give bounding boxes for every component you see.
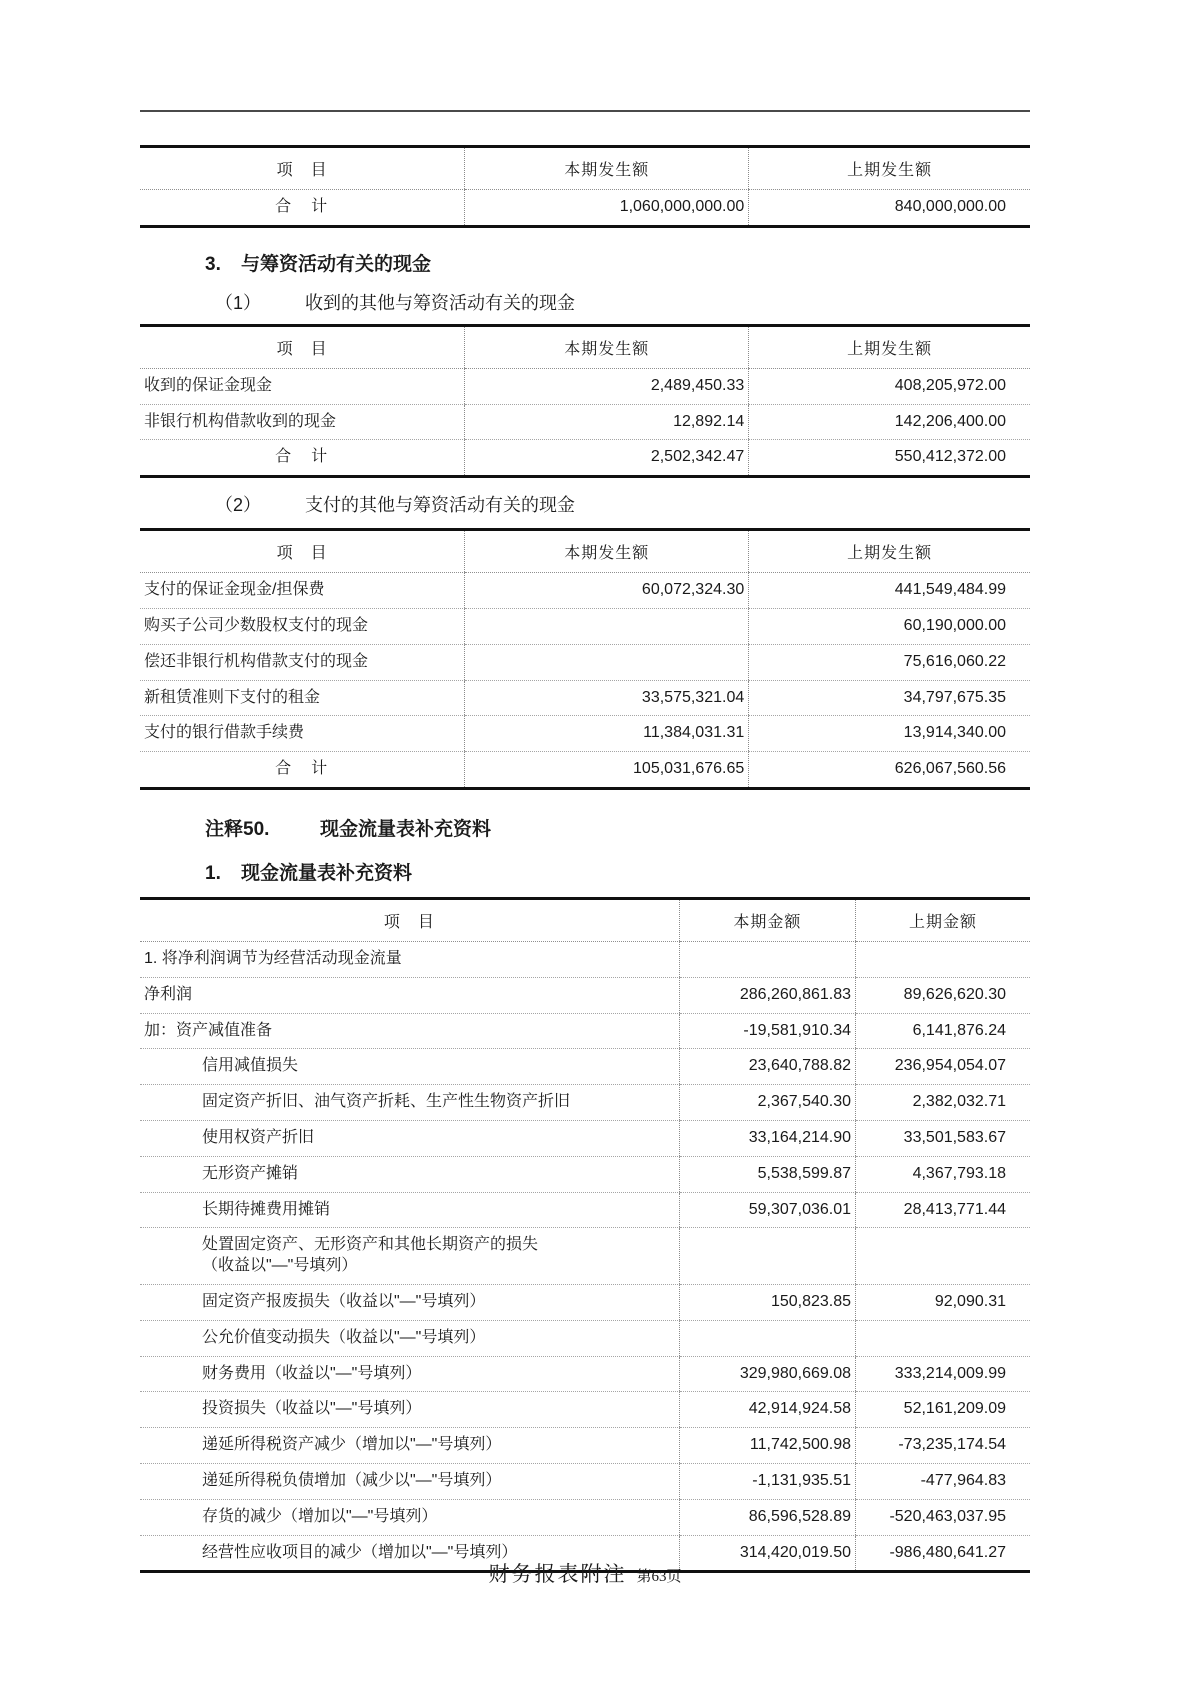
table-row [140,752,1030,789]
column-header: 本期发生额 [465,325,749,368]
item-label: 支付的保证金现金/担保费 [140,573,465,609]
current-period-amount: 5,538,599.87 [679,1156,855,1192]
item-label: 1. 将净利润调节为经营活动现金流量 [140,941,679,977]
prior-period-amount: 2,382,032.71 [856,1085,1030,1121]
prior-period-amount: 6,141,876.24 [856,1013,1030,1049]
current-period-amount: 105,031,676.65 [465,752,749,789]
table-row [140,1320,1030,1356]
current-period-amount: 33,164,214.90 [679,1120,855,1156]
subsection-1-heading [215,289,1030,315]
current-period-amount: 12,892.14 [465,404,749,440]
table-row [140,1085,1030,1121]
prior-period-amount: 92,090.31 [856,1284,1030,1320]
item-label: 公允价值变动损失（收益以"—"号填列） [140,1320,679,1356]
prior-period-amount: -477,964.83 [856,1463,1030,1499]
item-label: 合 计 [275,198,330,215]
item-label: 收到的保证金现金 [140,368,465,404]
page-content [140,0,1030,1573]
table-row [140,440,1030,477]
item-label: 处置固定资产、无形资产和其他长期资产的损失 （收益以"—"号填列） [140,1228,679,1285]
table-row [140,644,1030,680]
section-3-heading [205,249,1030,276]
note-sub-title: 现金流量表补充资料 [241,862,413,884]
column-header: 本期发生额 [465,147,749,190]
prior-period-amount: -520,463,037.95 [856,1499,1030,1535]
item-label: 信用减值损失 [140,1049,679,1085]
prior-period-amount: -986,480,641.27 [856,1535,1030,1572]
table-row [140,1463,1030,1499]
item-label: 财务费用（收益以"—"号填列） [140,1356,679,1392]
column-header: 上期金额 [856,898,1030,941]
item-label: 使用权资产折旧 [140,1120,679,1156]
table-row [140,404,1030,440]
current-period-amount: 23,640,788.82 [679,1049,855,1085]
current-period-amount: 2,502,342.47 [465,440,749,477]
column-header: 本期发生额 [465,530,749,573]
item-label: 长期待摊费用摊销 [140,1192,679,1228]
current-period-amount: 150,823.85 [679,1284,855,1320]
table-row [140,1120,1030,1156]
item-label: 合 计 [275,448,330,466]
item-label: 新租赁准则下支付的租金 [140,680,465,716]
table-row [140,680,1030,716]
prior-period-amount: 4,367,793.18 [856,1156,1030,1192]
item-label: 购买子公司少数股权支付的现金 [140,608,465,644]
prior-period-amount: 408,205,972.00 [749,368,1030,404]
prior-period-amount: -73,235,174.54 [856,1428,1030,1464]
current-period-amount [679,1228,855,1285]
column-header: 项 目 [140,530,465,573]
table-row [140,941,1030,977]
subsection-number: （2） [215,495,262,516]
column-header: 项 目 [140,147,465,190]
column-header: 上期发生额 [749,325,1030,368]
subsection-title: 支付的其他与筹资活动有关的现金 [305,495,575,516]
table-row [140,1192,1030,1228]
current-period-amount: 33,575,321.04 [465,680,749,716]
current-period-amount: 59,307,036.01 [679,1192,855,1228]
subsection-2-heading [215,491,1030,517]
current-period-amount: 329,980,669.08 [679,1356,855,1392]
current-period-amount: 2,367,540.30 [679,1085,855,1121]
prior-period-amount: 33,501,583.67 [856,1120,1030,1156]
prior-period-amount [856,941,1030,977]
prior-period-amount: 626,067,560.56 [749,752,1030,789]
table-row [140,1284,1030,1320]
prior-period-amount: 75,616,060.22 [749,644,1030,680]
current-period-amount: 286,260,861.83 [679,977,855,1013]
table-row [140,1499,1030,1535]
note-50-sub-heading [205,858,1030,885]
current-period-amount: 86,596,528.89 [679,1499,855,1535]
column-header: 本期金额 [679,898,855,941]
current-period-amount: 11,384,031.31 [465,716,749,752]
current-period-amount: -19,581,910.34 [679,1013,855,1049]
table-header-row [140,147,1030,190]
current-period-amount: 1,060,000,000.00 [465,190,749,227]
table-header-row [140,325,1030,368]
prior-period-amount: 13,914,340.00 [749,716,1030,752]
current-period-amount: 2,489,450.33 [465,368,749,404]
current-period-amount [465,608,749,644]
table-row [140,1392,1030,1428]
current-period-amount [679,1320,855,1356]
column-header: 上期发生额 [749,530,1030,573]
column-header: 项 目 [140,898,679,941]
prior-period-amount [856,1228,1030,1285]
table-row [140,1228,1030,1285]
table-row [140,716,1030,752]
table-row [140,368,1030,404]
current-period-amount: 42,914,924.58 [679,1392,855,1428]
item-label: 非银行机构借款收到的现金 [140,404,465,440]
prior-period-amount: 550,412,372.00 [749,440,1030,477]
item-label: 存货的减少（增加以"—"号填列） [140,1499,679,1535]
summary-total-table [140,145,1030,228]
table-row [140,190,1030,227]
item-label: 支付的银行借款手续费 [140,716,465,752]
footer-page-number: 第63页 [636,1569,682,1585]
current-period-amount [679,941,855,977]
column-header: 项 目 [140,325,465,368]
item-label: 固定资产报废损失（收益以"—"号填列） [140,1284,679,1320]
prior-period-amount: 840,000,000.00 [749,190,1030,227]
prior-period-amount [856,1320,1030,1356]
item-label: 经营性应收项目的减少（增加以"—"号填列） [202,1543,518,1561]
table-row [140,608,1030,644]
prior-period-amount: 441,549,484.99 [749,573,1030,609]
item-label: 净利润 [140,977,679,1013]
item-label: 无形资产摊销 [140,1156,679,1192]
prior-period-amount: 34,797,675.35 [749,680,1030,716]
table-row [140,1049,1030,1085]
prior-period-amount: 89,626,620.30 [856,977,1030,1013]
cashflow-supplement-table [140,897,1030,1573]
prior-period-amount: 333,214,009.99 [856,1356,1030,1392]
header-rule [140,110,1030,112]
table-row [140,977,1030,1013]
item-label: 合 计 [275,760,330,778]
footer-title: 财务报表附注 [488,1562,627,1586]
note-title: 现金流量表补充资料 [320,818,492,840]
table-row [140,1013,1030,1049]
subsection-title: 收到的其他与筹资活动有关的现金 [305,292,575,313]
item-label: 递延所得税负债增加（减少以"—"号填列） [140,1463,679,1499]
section-title: 与筹资活动有关的现金 [241,253,432,275]
note-sub-number: 1. [205,862,221,884]
table-row [140,1428,1030,1464]
table-row [140,1356,1030,1392]
table-header-row [140,898,1030,941]
note-number: 注释50. [205,818,270,840]
item-label: 投资损失（收益以"—"号填列） [140,1392,679,1428]
item-label: 固定资产折旧、油气资产折耗、生产性生物资产折旧 [140,1085,679,1121]
current-period-amount: 11,742,500.98 [679,1428,855,1464]
item-label: 加：资产减值准备 [140,1013,679,1049]
prior-period-amount: 60,190,000.00 [749,608,1030,644]
subsection-number: （1） [215,292,262,313]
paid-financing-table [140,528,1030,790]
received-financing-table [140,324,1030,478]
item-label: 偿还非银行机构借款支付的现金 [140,644,465,680]
table-row [140,573,1030,609]
prior-period-amount: 142,206,400.00 [749,404,1030,440]
item-label: 递延所得税资产减少（增加以"—"号填列） [140,1428,679,1464]
current-period-amount: 314,420,019.50 [679,1535,855,1572]
note-50-heading [205,814,1030,841]
prior-period-amount: 236,954,054.07 [856,1049,1030,1085]
table-header-row [140,530,1030,573]
prior-period-amount: 28,413,771.44 [856,1192,1030,1228]
page-footer [140,1558,1030,1588]
column-header: 上期发生额 [749,147,1030,190]
prior-period-amount: 52,161,209.09 [856,1392,1030,1428]
table-row [140,1156,1030,1192]
section-number: 3. [205,253,221,275]
current-period-amount [465,644,749,680]
current-period-amount: 60,072,324.30 [465,573,749,609]
current-period-amount: -1,131,935.51 [679,1463,855,1499]
